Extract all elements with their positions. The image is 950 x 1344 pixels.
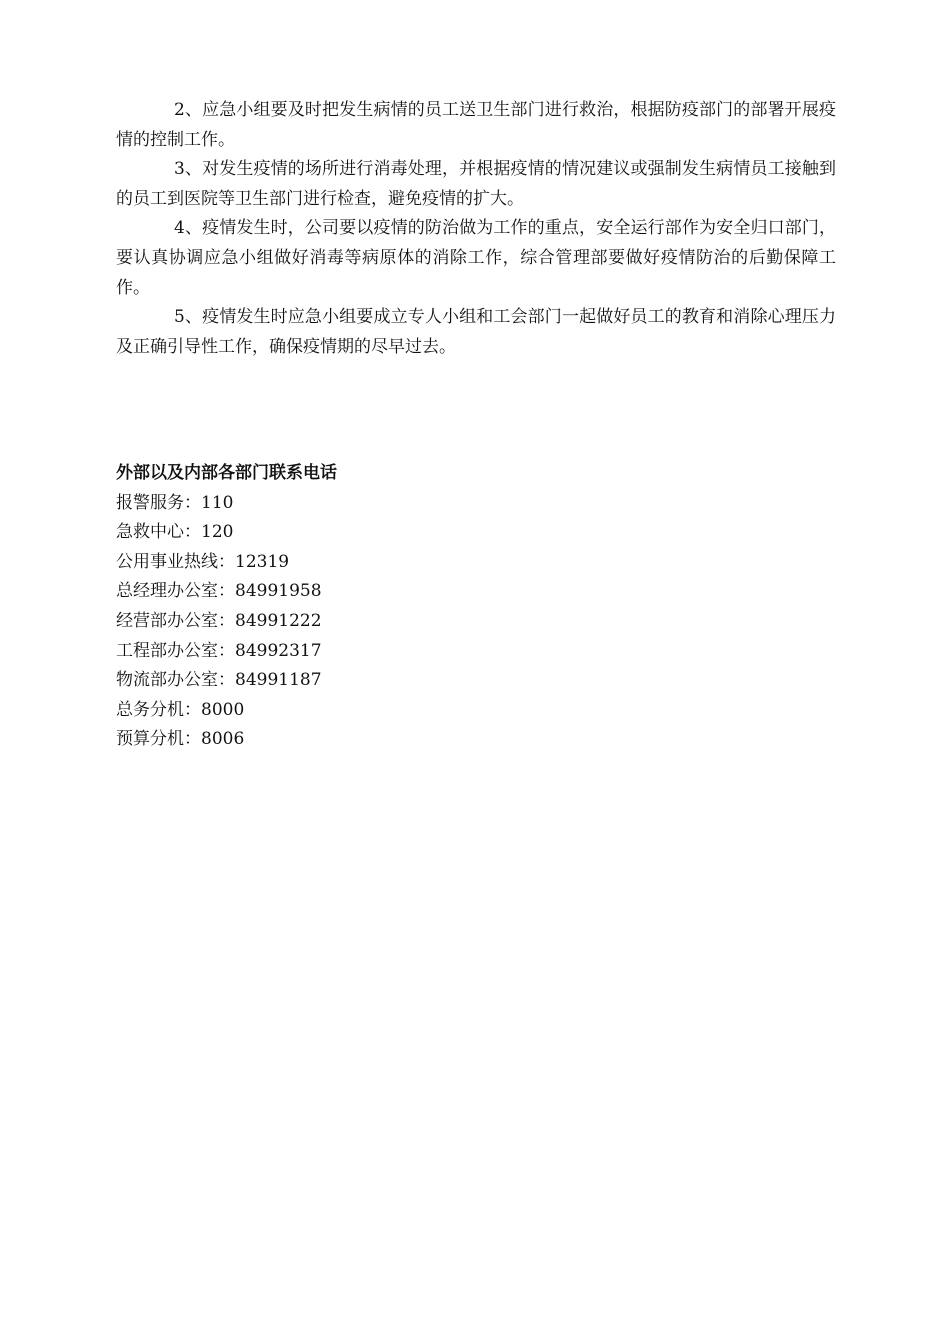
paragraph-item-4: 4、疫情发生时，公司要以疫情的防治做为工作的重点，安全运行部作为安全归口部门，要认真协调应急小组做好消毒等病原体的消除工作，综合管理部要做好疫情防治的后勤保障工作。 — [116, 218, 836, 298]
contact-item-engineering-dept — [116, 637, 836, 667]
contact-label: 经营部办公室： — [116, 610, 235, 631]
contact-label: 报警服务： — [116, 492, 201, 513]
contact-label: 总务分机： — [116, 699, 201, 720]
contact-item-business-dept — [116, 607, 836, 637]
paragraph-item-2: 2、应急小组要及时把发生病情的员工送卫生部门进行救治，根据防疫部门的部署开展疫情的控制工作。 — [116, 100, 836, 150]
contact-item-police — [116, 489, 836, 519]
contact-number: 84991958 — [235, 581, 322, 602]
contact-number: 12319 — [235, 551, 290, 572]
contact-item-budget — [116, 725, 836, 755]
contact-label: 急救中心： — [116, 522, 201, 543]
contact-number: 84992317 — [235, 640, 322, 661]
contact-list — [116, 489, 836, 755]
contact-number: 110 — [201, 492, 234, 513]
contact-item-public-utility — [116, 548, 836, 578]
paragraph-item-5: 5、疫情发生时应急小组要成立专人小组和工会部门一起做好员工的教育和消除心理压力及正确引导性工作，确保疫情期的尽早过去。 — [116, 307, 836, 357]
contact-item-logistics-dept — [116, 666, 836, 696]
paragraph-item-3: 3、对发生疫情的场所进行消毒处理，并根据疫情的情况建议或强制发生病情员工接触到的员工到医院等卫生部门进行检查，避免疫情的扩大。 — [116, 159, 836, 209]
contact-number: 120 — [201, 522, 234, 543]
contact-item-general-affairs — [116, 696, 836, 726]
contact-number: 8006 — [201, 729, 245, 750]
contact-label: 预算分机： — [116, 729, 201, 750]
emergency-measures-text — [116, 96, 836, 362]
contact-number: 84991222 — [235, 610, 322, 631]
contact-item-emergency-center — [116, 518, 836, 548]
contact-label: 公用事业热线： — [116, 551, 235, 572]
contact-list-heading: 外部以及内部各部门联系电话 — [116, 463, 337, 483]
contact-list-section — [116, 459, 836, 755]
contact-label: 工程部办公室： — [116, 640, 235, 661]
contact-number: 8000 — [201, 699, 245, 720]
contact-label: 物流部办公室： — [116, 670, 235, 691]
contact-item-general-manager — [116, 577, 836, 607]
contact-label: 总经理办公室： — [116, 581, 235, 602]
contact-number: 84991187 — [235, 670, 322, 691]
